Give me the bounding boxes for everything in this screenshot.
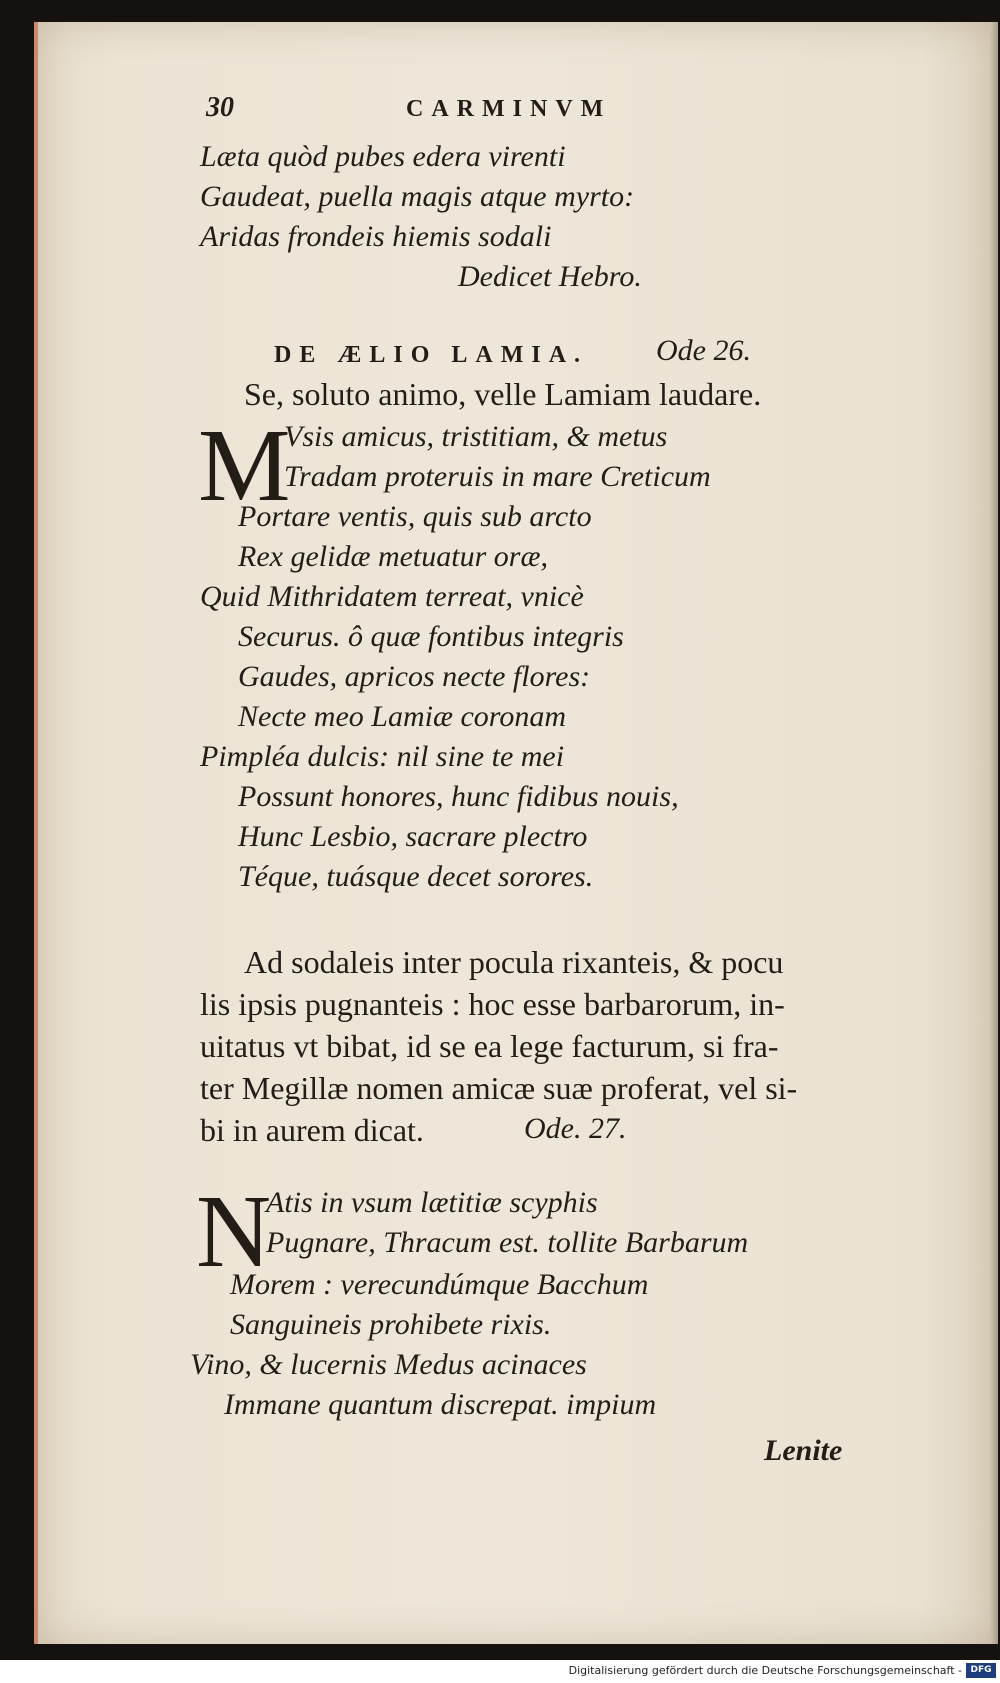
verse-line: Morem : verecundúmque Bacchum [230, 1268, 649, 1301]
page-number: 30 [206, 92, 234, 123]
verse-line: Portare ventis, quis sub arcto [238, 500, 592, 533]
verse-line: Læta quòd pubes edera virenti [200, 140, 566, 173]
drop-cap: N [196, 1174, 272, 1289]
ode-title: DE ÆLIO LAMIA. [274, 342, 589, 368]
verse-line: Vino, & lucernis Medus acinaces [190, 1348, 587, 1381]
ode-argument-line: bi in aurem dicat. [200, 1112, 424, 1148]
catchword: Lenite [764, 1434, 843, 1467]
verse-line: Vsis amicus, tristitiam, & metus [284, 420, 668, 453]
verse-line: Necte meo Lamiæ coronam [238, 700, 567, 733]
verse-line: Atis in vsum lætitiæ scyphis [266, 1186, 598, 1219]
ode-number: Ode 26. [656, 334, 751, 367]
verse-line: Rex gelidæ metuatur oræ, [238, 540, 548, 573]
ode-argument-line: ter Megillæ nomen amicæ suæ proferat, vel si- [200, 1070, 798, 1106]
digitization-footer [0, 1660, 1000, 1683]
footer-credit: Digitalisierung gefördert durch die Deutsche Forschungsgemeinschaft - [568, 1664, 962, 1677]
verse-line: Gaudes, apricos necte flores: [238, 660, 591, 693]
ode-number: Ode. 27. [524, 1112, 627, 1145]
ode-argument-line: uitatus vt bibat, id se ea lege facturum, si fra- [200, 1028, 779, 1064]
drop-cap: M [198, 408, 291, 523]
verse-line: Sanguineis prohibete rixis. [230, 1308, 552, 1341]
ode-argument: Se, soluto animo, velle Lamiam laudare. [244, 376, 762, 412]
verse-line: Gaudeat, puella magis atque myrto: [200, 180, 635, 213]
verse-line: Possunt honores, hunc fidibus nouis, [238, 780, 679, 813]
verse-line: Hunc Lesbio, sacrare plectro [238, 820, 588, 853]
verse-line: Aridas frondeis hiemis sodali [200, 220, 552, 253]
verse-line: Pimpléa dulcis: nil sine te mei [200, 740, 565, 773]
verse-line: Dedicet Hebro. [458, 260, 642, 293]
ode-argument-line: lis ipsis pugnanteis : hoc esse barbarorum, in- [200, 986, 785, 1022]
verse-line: Immane quantum discrepat. impium [224, 1388, 657, 1421]
book-page [34, 22, 998, 1644]
verse-line: Tradam proteruis in mare Creticum [284, 460, 711, 493]
verse-line: Téque, tuásque decet sorores. [238, 860, 594, 893]
dfg-logo-icon: DFG [966, 1663, 996, 1678]
verse-line: Pugnare, Thracum est. tollite Barbarum [266, 1226, 749, 1259]
ode-argument-line: Ad sodaleis inter pocula rixanteis, & pocu [244, 944, 784, 980]
verse-line: Securus. ô quæ fontibus integris [238, 620, 624, 653]
verse-line: Quid Mithridatem terreat, vnicè [200, 580, 584, 613]
page-edge [990, 22, 998, 1644]
running-title: CARMINVM [406, 96, 612, 122]
